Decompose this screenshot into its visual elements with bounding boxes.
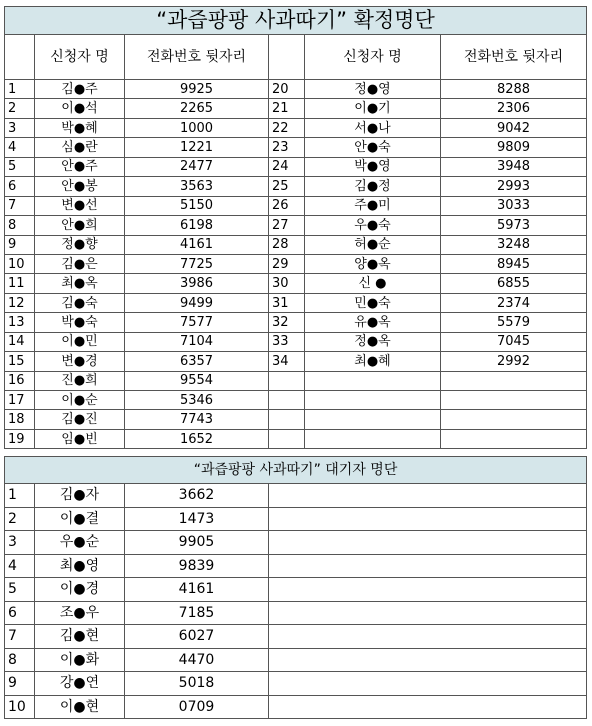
confirmed-list-table xyxy=(4,6,587,449)
applicant-name: 안●숙 xyxy=(305,138,441,157)
phone-last-digits: 2992 xyxy=(441,352,587,371)
row-number: 19 xyxy=(5,429,35,448)
table-row xyxy=(5,196,587,215)
row-number: 29 xyxy=(269,254,305,273)
table-row xyxy=(5,391,587,410)
table-row xyxy=(5,601,587,625)
row-number: 5 xyxy=(5,157,35,176)
table-row xyxy=(5,274,587,293)
waitlist-table xyxy=(4,456,587,719)
empty-cell xyxy=(441,429,587,448)
phone-last-digits: 5346 xyxy=(125,391,269,410)
row-number: 7 xyxy=(5,625,35,649)
phone-last-digits: 2374 xyxy=(441,293,587,312)
phone-last-digits: 7725 xyxy=(125,254,269,273)
table-row xyxy=(5,672,587,696)
applicant-name: 안●주 xyxy=(35,157,125,176)
applicant-name: 박●영 xyxy=(305,157,441,176)
applicant-name: 변●경 xyxy=(35,352,125,371)
applicant-name: 심●란 xyxy=(35,138,125,157)
phone-last-digits: 3662 xyxy=(125,484,269,508)
row-number: 14 xyxy=(5,332,35,351)
row-number: 12 xyxy=(5,293,35,312)
applicant-name: 박●혜 xyxy=(35,118,125,137)
applicant-name: 이●석 xyxy=(35,99,125,118)
phone-last-digits: 2306 xyxy=(441,99,587,118)
phone-last-digits: 2477 xyxy=(125,157,269,176)
row-number: 1 xyxy=(5,80,35,99)
table-row xyxy=(5,293,587,312)
phone-last-digits: 9042 xyxy=(441,118,587,137)
phone-last-digits: 4161 xyxy=(125,235,269,254)
table-row xyxy=(5,216,587,235)
row-number: 2 xyxy=(5,507,35,531)
phone-last-digits: 3033 xyxy=(441,196,587,215)
empty-cell xyxy=(269,429,305,448)
empty-cell xyxy=(441,371,587,390)
row-number: 23 xyxy=(269,138,305,157)
row-number: 6 xyxy=(5,177,35,196)
applicant-name: 최●영 xyxy=(35,554,125,578)
applicant-name: 진●희 xyxy=(35,371,125,390)
row-number: 21 xyxy=(269,99,305,118)
applicant-name: 안●봉 xyxy=(35,177,125,196)
table-row xyxy=(5,332,587,351)
applicant-name: 신 ● xyxy=(305,274,441,293)
table-row xyxy=(5,254,587,273)
applicant-name: 이●결 xyxy=(35,507,125,531)
table-row xyxy=(5,578,587,602)
row-number: 4 xyxy=(5,138,35,157)
phone-last-digits: 1473 xyxy=(125,507,269,531)
phone-last-digits: 5150 xyxy=(125,196,269,215)
empty-cell xyxy=(269,554,587,578)
applicant-name: 김●은 xyxy=(35,254,125,273)
empty-cell xyxy=(269,578,587,602)
phone-last-digits: 4161 xyxy=(125,578,269,602)
applicant-name: 주●미 xyxy=(305,196,441,215)
row-number: 9 xyxy=(5,672,35,696)
phone-last-digits: 9554 xyxy=(125,371,269,390)
empty-cell xyxy=(269,410,305,429)
row-number: 10 xyxy=(5,254,35,273)
phone-last-digits: 7045 xyxy=(441,332,587,351)
row-number: 5 xyxy=(5,578,35,602)
phone-last-digits: 6855 xyxy=(441,274,587,293)
applicant-name: 변●선 xyxy=(35,196,125,215)
applicant-name: 정●옥 xyxy=(305,332,441,351)
row-number: 3 xyxy=(5,118,35,137)
row-number: 27 xyxy=(269,216,305,235)
applicant-name: 이●현 xyxy=(35,695,125,719)
table-row xyxy=(5,625,587,649)
phone-last-digits: 1652 xyxy=(125,429,269,448)
table-row xyxy=(5,410,587,429)
empty-cell xyxy=(269,648,587,672)
phone-last-digits: 1000 xyxy=(125,118,269,137)
applicant-name: 이●경 xyxy=(35,578,125,602)
row-number: 2 xyxy=(5,99,35,118)
table-row xyxy=(5,157,587,176)
table-row xyxy=(5,352,587,371)
phone-last-digits: 5579 xyxy=(441,313,587,332)
row-number: 11 xyxy=(5,274,35,293)
applicant-name: 박●숙 xyxy=(35,313,125,332)
phone-last-digits: 7104 xyxy=(125,332,269,351)
row-number: 8 xyxy=(5,216,35,235)
applicant-name: 이●기 xyxy=(305,99,441,118)
phone-last-digits: 5973 xyxy=(441,216,587,235)
table-row xyxy=(5,313,587,332)
phone-last-digits: 7743 xyxy=(125,410,269,429)
applicant-name: 우●순 xyxy=(35,531,125,555)
row-number: 30 xyxy=(269,274,305,293)
phone-last-digits: 1221 xyxy=(125,138,269,157)
table-row xyxy=(5,371,587,390)
row-number: 32 xyxy=(269,313,305,332)
applicant-name: 안●희 xyxy=(35,216,125,235)
applicant-name: 유●옥 xyxy=(305,313,441,332)
row-number: 25 xyxy=(269,177,305,196)
table-row xyxy=(5,235,587,254)
row-number: 7 xyxy=(5,196,35,215)
row-number: 3 xyxy=(5,531,35,555)
empty-cell xyxy=(269,507,587,531)
row-number: 17 xyxy=(5,391,35,410)
phone-last-digits: 2993 xyxy=(441,177,587,196)
phone-last-digits: 2265 xyxy=(125,99,269,118)
phone-last-digits: 6357 xyxy=(125,352,269,371)
header-phone-last-digits: 전화번호 뒷자리 xyxy=(125,35,269,80)
applicant-name: 김●자 xyxy=(35,484,125,508)
phone-last-digits: 0709 xyxy=(125,695,269,719)
table-row xyxy=(5,554,587,578)
applicant-name: 최●혜 xyxy=(305,352,441,371)
row-number: 13 xyxy=(5,313,35,332)
applicant-name: 김●주 xyxy=(35,80,125,99)
phone-last-digits: 8945 xyxy=(441,254,587,273)
row-number: 9 xyxy=(5,235,35,254)
applicant-name: 양●옥 xyxy=(305,254,441,273)
empty-cell xyxy=(269,695,587,719)
empty-cell xyxy=(269,672,587,696)
table-row xyxy=(5,118,587,137)
empty-cell xyxy=(269,531,587,555)
table-row xyxy=(5,484,587,508)
phone-last-digits: 9499 xyxy=(125,293,269,312)
row-number: 26 xyxy=(269,196,305,215)
row-number: 1 xyxy=(5,484,35,508)
phone-last-digits: 3986 xyxy=(125,274,269,293)
applicant-name: 임●빈 xyxy=(35,429,125,448)
row-number: 20 xyxy=(269,80,305,99)
phone-last-digits: 5018 xyxy=(125,672,269,696)
empty-cell xyxy=(269,484,587,508)
row-number: 18 xyxy=(5,410,35,429)
header-applicant-name-right: 신청자 명 xyxy=(305,35,441,80)
applicant-name: 김●정 xyxy=(305,177,441,196)
empty-cell xyxy=(269,601,587,625)
row-number: 28 xyxy=(269,235,305,254)
empty-cell xyxy=(269,625,587,649)
applicant-name: 조●우 xyxy=(35,601,125,625)
applicant-name: 서●나 xyxy=(305,118,441,137)
header-phone-last-digits-right: 전화번호 뒷자리 xyxy=(441,35,587,80)
empty-cell xyxy=(269,391,305,410)
phone-last-digits: 8288 xyxy=(441,80,587,99)
table-row xyxy=(5,138,587,157)
row-number: 6 xyxy=(5,601,35,625)
empty-cell xyxy=(305,371,441,390)
confirmed-list-title: “과즙팡팡 사과따기” 확정명단 xyxy=(5,7,587,35)
applicant-name: 최●옥 xyxy=(35,274,125,293)
applicant-name: 강●연 xyxy=(35,672,125,696)
table-row xyxy=(5,80,587,99)
header-number xyxy=(5,35,35,80)
applicant-name: 김●숙 xyxy=(35,293,125,312)
applicant-name: 이●화 xyxy=(35,648,125,672)
header-number-right xyxy=(269,35,305,80)
phone-last-digits: 7577 xyxy=(125,313,269,332)
table-row xyxy=(5,648,587,672)
phone-last-digits: 9925 xyxy=(125,80,269,99)
phone-last-digits: 3948 xyxy=(441,157,587,176)
table-row xyxy=(5,429,587,448)
empty-cell xyxy=(441,410,587,429)
row-number: 34 xyxy=(269,352,305,371)
phone-last-digits: 9809 xyxy=(441,138,587,157)
row-number: 15 xyxy=(5,352,35,371)
row-number: 24 xyxy=(269,157,305,176)
applicant-name: 우●숙 xyxy=(305,216,441,235)
row-number: 4 xyxy=(5,554,35,578)
phone-last-digits: 6027 xyxy=(125,625,269,649)
table-row xyxy=(5,177,587,196)
phone-last-digits: 6198 xyxy=(125,216,269,235)
header-applicant-name: 신청자 명 xyxy=(35,35,125,80)
row-number: 10 xyxy=(5,695,35,719)
table-row xyxy=(5,531,587,555)
phone-last-digits: 3563 xyxy=(125,177,269,196)
empty-cell xyxy=(305,429,441,448)
row-number: 33 xyxy=(269,332,305,351)
row-number: 16 xyxy=(5,371,35,390)
applicant-name: 정●향 xyxy=(35,235,125,254)
phone-last-digits: 7185 xyxy=(125,601,269,625)
empty-cell xyxy=(305,410,441,429)
applicant-name: 김●현 xyxy=(35,625,125,649)
applicant-name: 이●순 xyxy=(35,391,125,410)
phone-last-digits: 4470 xyxy=(125,648,269,672)
table-row xyxy=(5,507,587,531)
row-number: 22 xyxy=(269,118,305,137)
row-number: 31 xyxy=(269,293,305,312)
applicant-name: 허●순 xyxy=(305,235,441,254)
table-row xyxy=(5,99,587,118)
empty-cell xyxy=(269,371,305,390)
applicant-name: 이●민 xyxy=(35,332,125,351)
applicant-name: 정●영 xyxy=(305,80,441,99)
row-number: 8 xyxy=(5,648,35,672)
applicant-name: 민●숙 xyxy=(305,293,441,312)
phone-last-digits: 9839 xyxy=(125,554,269,578)
waitlist-title: “과즙팡팡 사과따기” 대기자 명단 xyxy=(5,457,587,484)
empty-cell xyxy=(441,391,587,410)
phone-last-digits: 3248 xyxy=(441,235,587,254)
empty-cell xyxy=(305,391,441,410)
phone-last-digits: 9905 xyxy=(125,531,269,555)
table-row xyxy=(5,695,587,719)
applicant-name: 김●진 xyxy=(35,410,125,429)
